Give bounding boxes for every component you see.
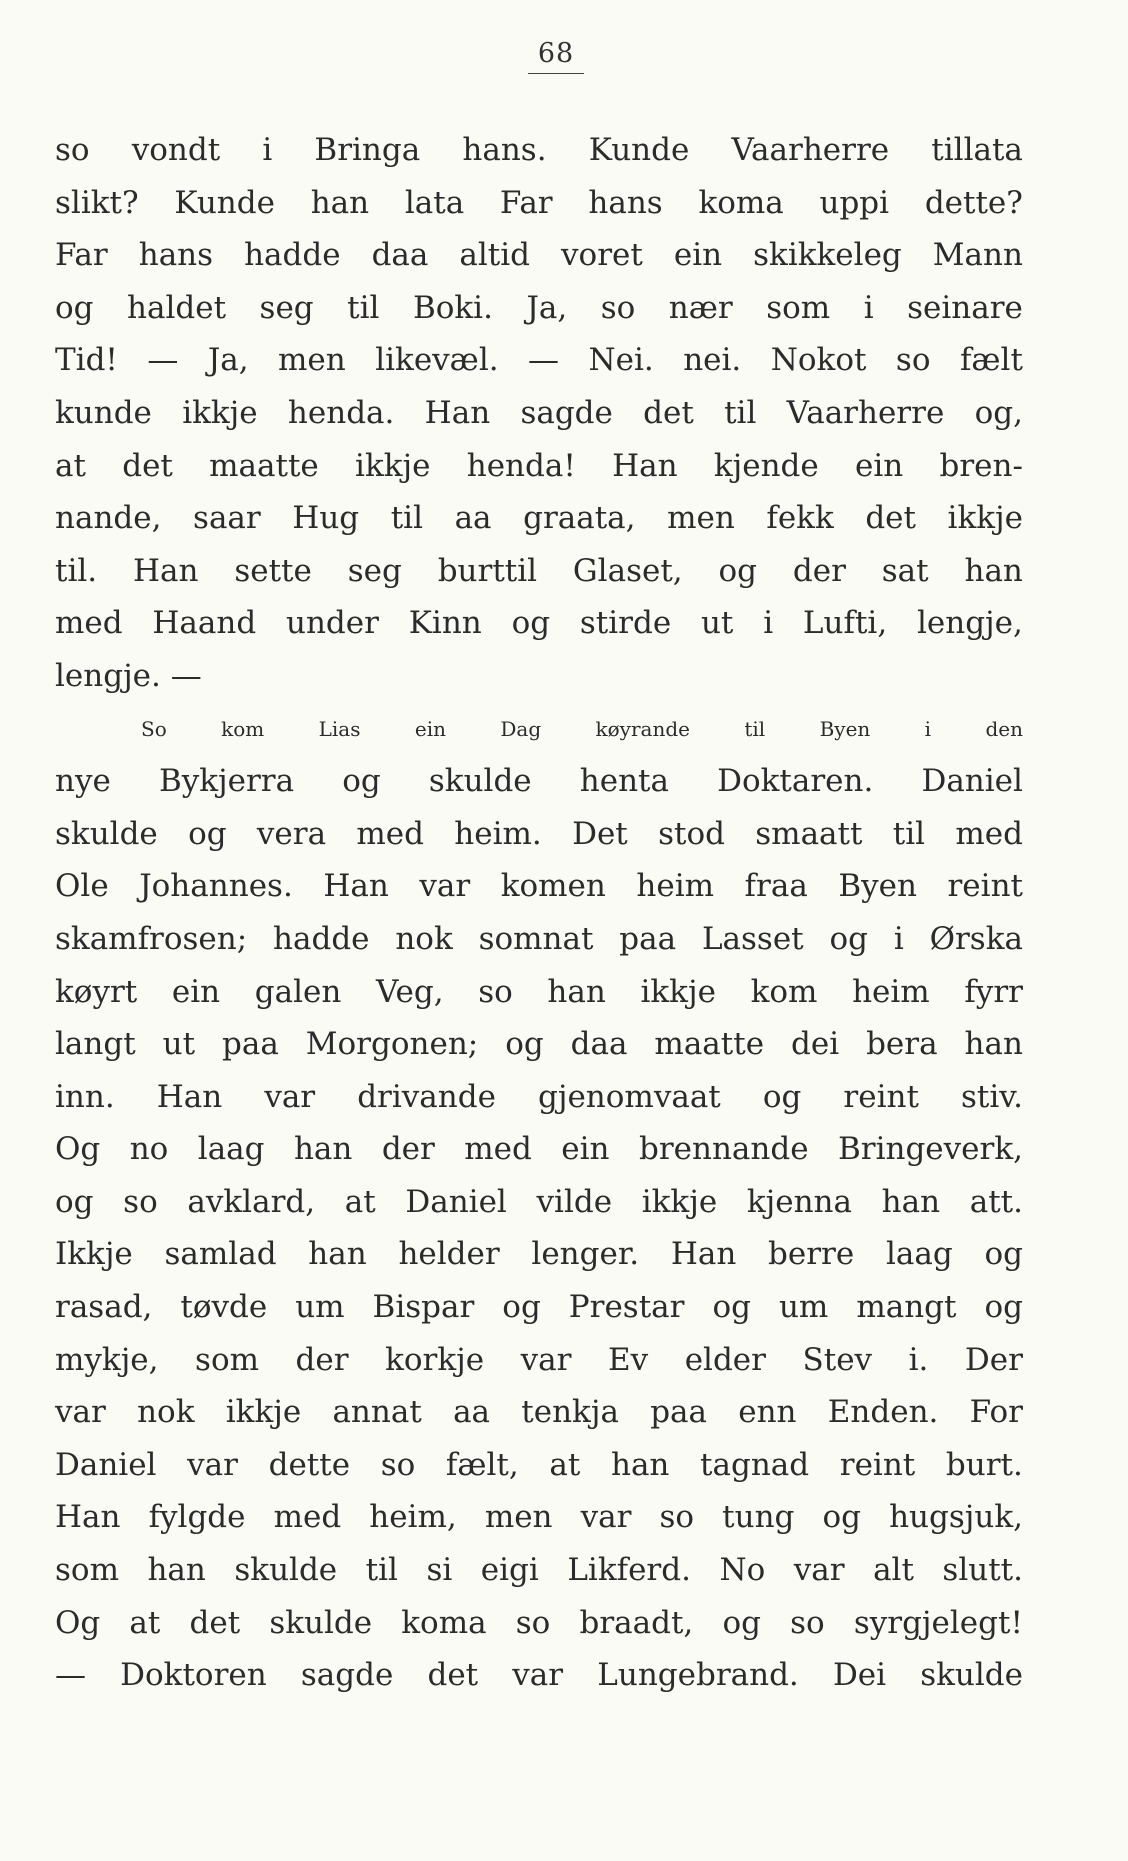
text-line: som han skulde til si eigi Likferd. No var alt slutt.	[55, 1552, 1023, 1589]
text-line: og so avklard, at Daniel vilde ikkje kjenna han att.	[55, 1183, 1023, 1220]
text-line: slikt? Kunde han lata Far hans koma uppi dette?	[55, 184, 1023, 221]
text-line: med Haand under Kinn og stirde ut i Lufti, lengje,	[55, 605, 1023, 642]
text-line: at det maatte ikkje henda! Han kjende ein bren-	[55, 447, 1023, 484]
text-line: lengje. —	[55, 657, 202, 694]
text-line: Tid! — Ja, men likevæl. — Nei. nei. Nokot so fælt	[55, 342, 1023, 379]
text-line: nye Bykjerra og skulde henta Doktaren. Daniel	[55, 763, 1023, 800]
text-line: mykje, som der korkje var Ev elder Stev i. Der	[55, 1341, 1023, 1378]
text-line: køyrt ein galen Veg, so han ikkje kom heim fyrr	[55, 973, 1023, 1010]
text-line: so vondt i Bringa hans. Kunde Vaarherre tillata	[55, 132, 1023, 168]
body-text	[55, 124, 1023, 1702]
text-line: Ikkje samlad han helder lenger. Han berre laag og	[55, 1236, 1023, 1273]
text-line: var nok ikkje annat aa tenkja paa enn Enden. For	[55, 1394, 1023, 1431]
text-line: Far hans hadde daa altid voret ein skikkeleg Mann	[55, 237, 1023, 274]
text-line: kunde ikkje henda. Han sagde det til Vaarherre og,	[55, 394, 1023, 431]
text-line: langt ut paa Morgonen; og daa maatte dei bera han	[55, 1026, 1023, 1063]
text-line: nande, saar Hug til aa graata, men fekk det ikkje	[55, 500, 1023, 537]
text-line: Ole Johannes. Han var komen heim fraa Byen reint	[55, 868, 1023, 905]
text-line: til. Han sette seg burttil Glaset, og der sat han	[55, 552, 1023, 589]
text-line: inn. Han var drivande gjenomvaat og reint stiv.	[55, 1078, 1023, 1115]
text-line: og haldet seg til Boki. Ja, so nær som i seinare	[55, 289, 1023, 326]
text-line: — Doktoren sagde det var Lungebrand. Dei skulde	[55, 1657, 1023, 1694]
text-line: skulde og vera med heim. Det stod smaatt til med	[55, 815, 1023, 852]
text-line: So kom Lias ein Dag køyrande til Byen i den	[141, 716, 1023, 741]
text-line: skamfrosen; hadde nok somnat paa Lasset og i Ørska	[55, 920, 1023, 957]
text-line: Og at det skulde koma so braadt, og so syrgjelegt!	[55, 1604, 1023, 1641]
text-line: Og no laag han der med ein brennande Bringeverk,	[55, 1131, 1023, 1168]
page-number: 68	[528, 38, 584, 74]
text-line: rasad, tøvde um Bispar og Prestar og um mangt og	[55, 1289, 1023, 1326]
text-line: Han fylgde med heim, men var so tung og hugsjuk,	[55, 1499, 1023, 1536]
page-header	[0, 38, 1128, 74]
text-line: Daniel var dette so fælt, at han tagnad reint burt.	[55, 1446, 1023, 1483]
